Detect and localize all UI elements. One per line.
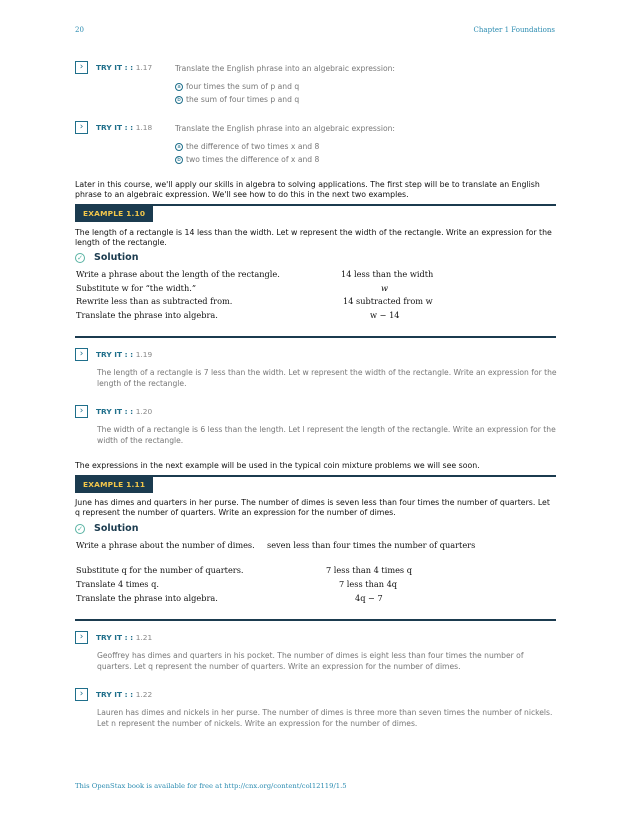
option-text: the difference of two times x and 8 xyxy=(186,142,320,151)
step-right: seven less than four times the number of quarters xyxy=(267,540,476,550)
option-a xyxy=(175,82,299,91)
try-it-number: 1.22 xyxy=(135,690,153,699)
try-it-label: TRY IT : : xyxy=(96,690,134,699)
example-problem: The length of a rectangle is 14 less than the width. Let w represent the width of the rectangle. Write an expression for the length of the rectangle. xyxy=(75,228,552,247)
try-it-text: The length of a rectangle is 7 less than the width. Let w represent the width of the rectangle. Write an expression for the length of the rectangle. xyxy=(97,368,557,388)
try-it-text: Geoffrey has dimes and quarters in his pocket. The number of dimes is eight less than four times the number of quarters. Let q represent the number of quarters. Write an expression for the number of dimes. xyxy=(97,651,524,671)
example-tag: EXAMPLE 1.11 xyxy=(75,477,153,493)
chevron-right-icon: › xyxy=(75,688,88,701)
chevron-right-icon: › xyxy=(75,348,88,361)
step-left: Substitute w for “the width.” xyxy=(76,283,197,293)
step-left: Rewrite less than as subtracted from. xyxy=(76,296,233,306)
step-left: Write a phrase about the length of the rectangle. xyxy=(76,269,280,279)
try-it-label: TRY IT : : xyxy=(96,63,134,72)
step-right: 7 less than 4q xyxy=(339,579,398,589)
step-right: w xyxy=(381,283,389,293)
try-it-1-22 xyxy=(75,688,152,701)
step-right: 7 less than 4 times q xyxy=(326,565,412,575)
option-b xyxy=(175,155,319,164)
step-right: 4q − 7 xyxy=(355,593,383,603)
chevron-right-icon: › xyxy=(75,405,88,418)
intro-paragraph: Later in this course, we'll apply our skills in algebra to solving applications. The first step will be to translate an English phrase to an algebraic expression. We'll see how to do this in the next two examples. xyxy=(75,180,540,199)
example-problem: June has dimes and quarters in her purse. The number of dimes is seven less than four times the number of quarters. Let q represent the number of quarters. Write an expression for the number of dimes. xyxy=(75,498,550,517)
check-circle-icon: ✓ xyxy=(75,524,85,534)
step-right: w − 14 xyxy=(370,310,400,320)
try-it-text: The width of a rectangle is 6 less than the length. Let l represent the length of the rectangle. Write an expression for the width of the rectangle. xyxy=(97,425,556,445)
try-it-1-20 xyxy=(75,405,152,418)
footer-link[interactable]: This OpenStax book is available for free at http://cnx.org/content/col12119/1.5 xyxy=(75,782,347,790)
try-it-1-21 xyxy=(75,631,152,644)
try-it-number: 1.17 xyxy=(135,63,153,72)
try-it-label: TRY IT : : xyxy=(96,123,134,132)
example-tag: EXAMPLE 1.10 xyxy=(75,206,153,222)
option-text: the sum of four times p and q xyxy=(186,95,300,104)
step-left: Write a phrase about the number of dimes. xyxy=(76,540,255,550)
page-number: 20 xyxy=(75,26,84,34)
chevron-right-icon: › xyxy=(75,121,88,134)
step-right: 14 less than the width xyxy=(341,269,434,279)
try-it-1-18 xyxy=(75,121,152,134)
example-bottom-rule xyxy=(75,336,556,338)
option-letter: b xyxy=(175,156,183,164)
solution-label: Solution xyxy=(94,252,139,263)
option-letter: a xyxy=(175,83,183,91)
check-circle-icon: ✓ xyxy=(75,253,85,263)
step-left: Translate the phrase into algebra. xyxy=(76,593,218,603)
solution-heading xyxy=(75,523,138,534)
try-it-number: 1.21 xyxy=(135,633,153,642)
try-it-prompt: Translate the English phrase into an algebraic expression: xyxy=(175,64,395,73)
option-text: two times the difference of x and 8 xyxy=(186,155,320,164)
try-it-1-19 xyxy=(75,348,152,361)
try-it-number: 1.20 xyxy=(135,407,153,416)
chevron-right-icon: › xyxy=(75,61,88,74)
solution-heading xyxy=(75,252,138,263)
step-left: Translate the phrase into algebra. xyxy=(76,310,218,320)
option-text: four times the sum of p and q xyxy=(186,82,300,91)
option-a xyxy=(175,142,319,151)
try-it-prompt: Translate the English phrase into an algebraic expression: xyxy=(175,124,395,133)
option-b xyxy=(175,95,299,104)
try-it-text: Lauren has dimes and nickels in her purse. The number of dimes is three more than seven times the number of nickels. Let n represent the number of nickels. Write an expression for the number of dimes. xyxy=(97,708,553,728)
example-bottom-rule xyxy=(75,619,556,621)
try-it-label: TRY IT : : xyxy=(96,350,134,359)
mid-paragraph: The expressions in the next example will be used in the typical coin mixture problems we will see soon. xyxy=(75,461,480,470)
try-it-1-17 xyxy=(75,61,152,74)
try-it-label: TRY IT : : xyxy=(96,407,134,416)
step-right: 14 subtracted from w xyxy=(343,296,433,306)
try-it-number: 1.18 xyxy=(135,123,153,132)
try-it-number: 1.19 xyxy=(135,350,153,359)
chevron-right-icon: › xyxy=(75,631,88,644)
try-it-label: TRY IT : : xyxy=(96,633,134,642)
option-letter: b xyxy=(175,96,183,104)
step-left: Substitute q for the number of quarters. xyxy=(76,565,244,575)
step-left: Translate 4 times q. xyxy=(76,579,159,589)
chapter-title: Chapter 1 Foundations xyxy=(473,26,555,34)
option-letter: a xyxy=(175,143,183,151)
solution-label: Solution xyxy=(94,523,139,534)
